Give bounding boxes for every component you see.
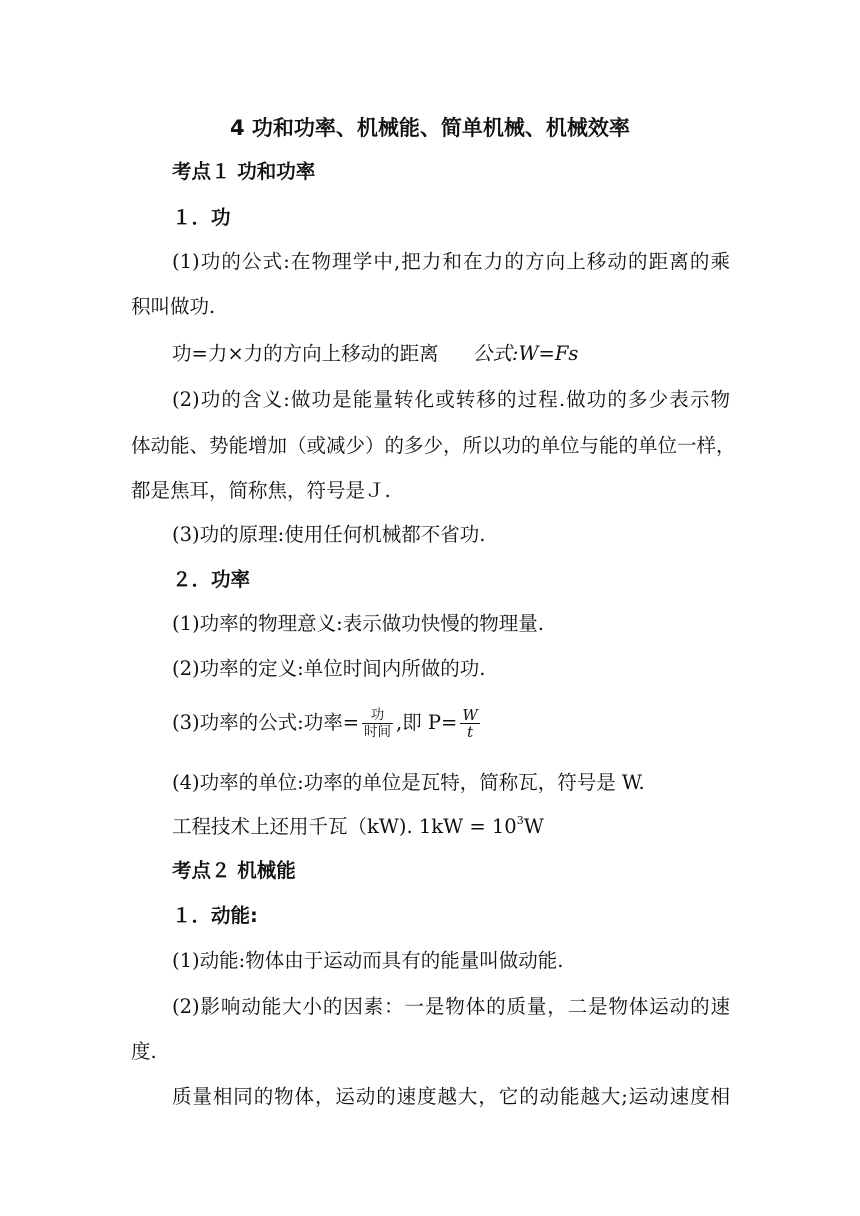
subheading-work: １．功 bbox=[172, 206, 231, 229]
work-equation-line bbox=[172, 340, 578, 368]
paragraph-kinetic-factors-line2: 度. bbox=[131, 1040, 157, 1063]
paragraph-kinetic-comparison: 质量相同的物体，运动的速度越大，它的动能越大;运动速度相 bbox=[172, 1085, 730, 1108]
paragraph-work-meaning-line3: 都是焦耳，简称焦，符号是Ｊ. bbox=[131, 479, 391, 502]
paragraph-power-definition: (2)功率的定义:单位时间内所做的功. bbox=[172, 657, 486, 680]
kilowatt-unit: W bbox=[523, 815, 544, 838]
fraction-denominator-t: t bbox=[467, 723, 474, 741]
power-formula-prefix: (3)功率的公式:功率= bbox=[172, 711, 360, 734]
power-symbol-fraction bbox=[460, 707, 479, 740]
power-formula-line bbox=[172, 704, 483, 742]
paragraph-work-principle: (3)功的原理:使用任何机械都不省功. bbox=[172, 523, 486, 546]
power-word-fraction bbox=[362, 707, 393, 740]
kilowatt-exponent: 3 bbox=[516, 813, 524, 827]
document-title: 4 功和功率、机械能、简单机械、机械效率 bbox=[230, 116, 630, 140]
paragraph-work-meaning-line1: (2)功的含义:做功是能量转化或转移的过程.做功的多少表示物 bbox=[172, 388, 730, 411]
subheading-power: ２．功率 bbox=[172, 568, 251, 591]
paragraph-work-meaning-line2: 体动能、势能增加（或减少）的多少，所以功的单位与能的单位一样， bbox=[131, 434, 736, 457]
paragraph-kinetic-factors-line1: (2)影响动能大小的因素：一是物体的质量，二是物体运动的速 bbox=[172, 995, 730, 1018]
paragraph-kilowatt bbox=[172, 813, 544, 841]
section-heading-kd1: 考点１ 功和功率 bbox=[172, 160, 316, 183]
kilowatt-text: 工程技术上还用千瓦（kW). 1kW = 10 bbox=[172, 815, 517, 838]
subheading-kinetic-energy: １．动能: bbox=[172, 904, 258, 927]
power-formula-mid: ,即 P= bbox=[396, 711, 458, 734]
fraction-numerator: 功 bbox=[362, 707, 393, 724]
paragraph-work-formula-line1: (1)功的公式:在物理学中,把力和在力的方向上移动的距离的乘 bbox=[172, 250, 730, 273]
fraction-numerator-w: W bbox=[462, 706, 478, 724]
section-heading-kd2: 考点２ 机械能 bbox=[172, 859, 296, 882]
paragraph-work-formula-line2: 积叫做功. bbox=[131, 295, 216, 318]
paragraph-kinetic-definition: (1)动能:物体由于运动而具有的能量叫做动能. bbox=[172, 949, 564, 972]
paragraph-power-unit: (4)功率的单位:功率的单位是瓦特，简称瓦，符号是 W. bbox=[172, 771, 645, 794]
fraction-denominator: 时间 bbox=[364, 724, 392, 740]
paragraph-power-meaning: (1)功率的物理意义:表示做功快慢的物理量. bbox=[172, 612, 544, 635]
work-formula: 公式:W=Fs bbox=[472, 342, 579, 365]
work-equation-text: 功=力×力的方向上移动的距离 bbox=[172, 342, 439, 365]
